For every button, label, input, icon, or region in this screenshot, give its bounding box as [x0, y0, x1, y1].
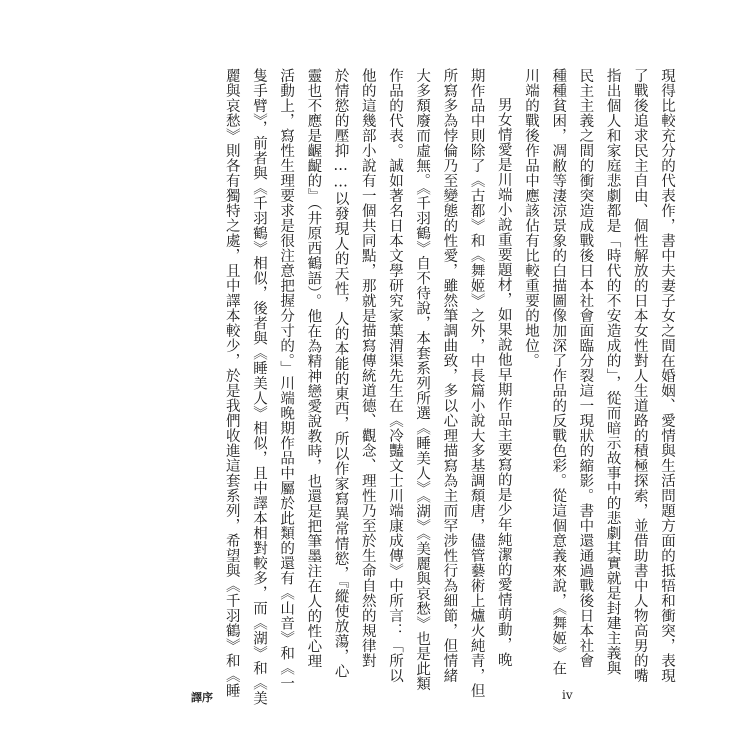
- text-column: 大多頹廢而虛無。《千羽鶴》自不待說，本套系列所選《睡美人》《湖》《美麗與哀愁》也是此類: [414, 68, 431, 692]
- text-column: 所寫多為悖倫乃至變態的性愛，雖然筆調曲致，多以心理描寫為主而罕涉性行為細節，但情緒: [441, 68, 458, 683]
- text-column: 靈也不應是齷齪的』（井原西鶴語）。他在為精神戀愛說教時，也還是把筆墨注在人的性心理: [305, 68, 322, 669]
- text-column: 活動上，寫性生理要求是很注意把握分寸的。」川端晚期作品中屬於此類的還有《山音》和《一: [278, 68, 295, 691]
- page-number: iv: [562, 688, 573, 702]
- text-column: 期作品中則除了《古都》和《舞姬》之外，中長篇小說大多基調頹唐，儘管藝術上爐火純青，但: [468, 68, 485, 698]
- text-column: 麗與哀愁》則各有獨特之處，且中譯本較少，於是我們收進這套系列，希望與《千羽鶴》和《睡: [223, 68, 240, 698]
- text-column: 作品的代表。誠如著名日本文學研究家葉渭渠先生在《冷豔文士川端康成傳》中所言：「所以: [386, 68, 403, 683]
- text-column: 了戰後追求民主自由、個性解放的日本女性對人生道路的積極探索，並借助書中人物高男的嘴: [631, 68, 648, 683]
- text-column: 指出個人和家庭悲劇都是「時代的不安造成的」，從而暗示故事中的悲劇其實就是封建主義與: [604, 68, 621, 676]
- text-column: 現得比較充分的代表作，書中夫妻子女之間在婚姻、愛情與生活問題方面的抵牾和衝突，表現: [659, 68, 675, 683]
- text-column: 種種貧困，凋敝等淒涼景象的白描圖像加深了作品的反戰色彩。從這個意義來說，《舞姬》在: [550, 68, 567, 676]
- running-footer-title: 譯序: [191, 691, 213, 704]
- paragraph-start-column: 男女情愛是川端小說重要題材，如果說他早期作品主要寫的是少年純潔的愛情萌動，晚: [495, 97, 512, 667]
- text-column: 隻手臂》，前者與《千羽鶴》相似，後者與《睡美人》相似，且中譯本相對較多，而《湖》和《美: [250, 68, 267, 706]
- text-column: 於情慾的壓抑……以發現人的天性，人的本能的東西，所以作家寫異常情慾，『縱使放蕩，心: [332, 68, 349, 679]
- text-column: 民主主義之間的衝突造成戰後日本社會面臨分裂這一現狀的縮影。書中還通過戰後日本社會: [577, 68, 594, 668]
- text-column: 川端的戰後作品中應該佔有比較重要的地位。: [522, 68, 539, 368]
- text-column: 他的這幾部小說有一個共同點，那就是描寫傳統道德、觀念、理性乃至於生命自然的規律對: [359, 68, 376, 668]
